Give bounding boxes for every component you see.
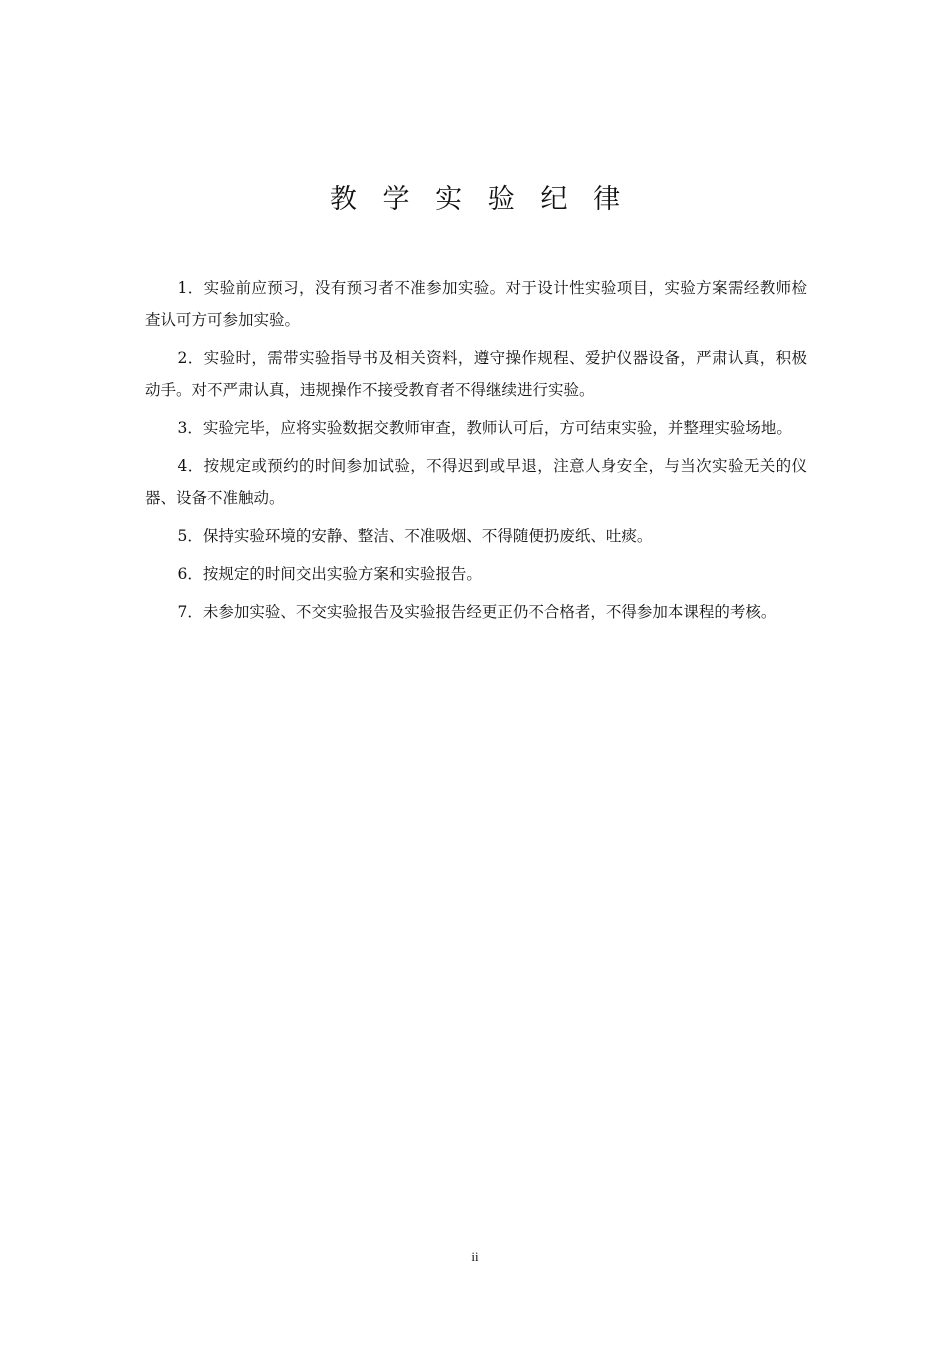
page-title: 教学实验纪律 [329, 184, 646, 215]
rule-item-4: 4．按规定或预约的时间参加试验，不得迟到或早退，注意人身安全，与当次实验无关的仪器、设备不准触动。 [145, 457, 807, 507]
rules-list [145, 272, 807, 634]
rule-item-7: 7．未参加实验、不交实验报告及实验报告经更正仍不合格者，不得参加本课程的考核。 [177, 603, 777, 621]
rule-item-2: 2．实验时，需带实验指导书及相关资料，遵守操作规程、爱护仪器设备，严肃认真，积极动手。对不严肃认真，违规操作不接受教育者不得继续进行实验。 [145, 349, 807, 399]
page-number: ii [471, 1249, 479, 1264]
rule-item-1: 1．实验前应预习，没有预习者不准参加实验。对于设计性实验项目，实验方案需经教师检查认可方可参加实验。 [145, 279, 807, 329]
rule-item-3: 3．实验完毕，应将实验数据交教师审查，教师认可后，方可结束实验，并整理实验场地。 [177, 419, 792, 437]
rule-item-5: 5．保持实验环境的安静、整洁、不准吸烟、不得随便扔废纸、吐痰。 [177, 527, 653, 545]
rule-item-6: 6．按规定的时间交出实验方案和实验报告。 [177, 565, 482, 583]
